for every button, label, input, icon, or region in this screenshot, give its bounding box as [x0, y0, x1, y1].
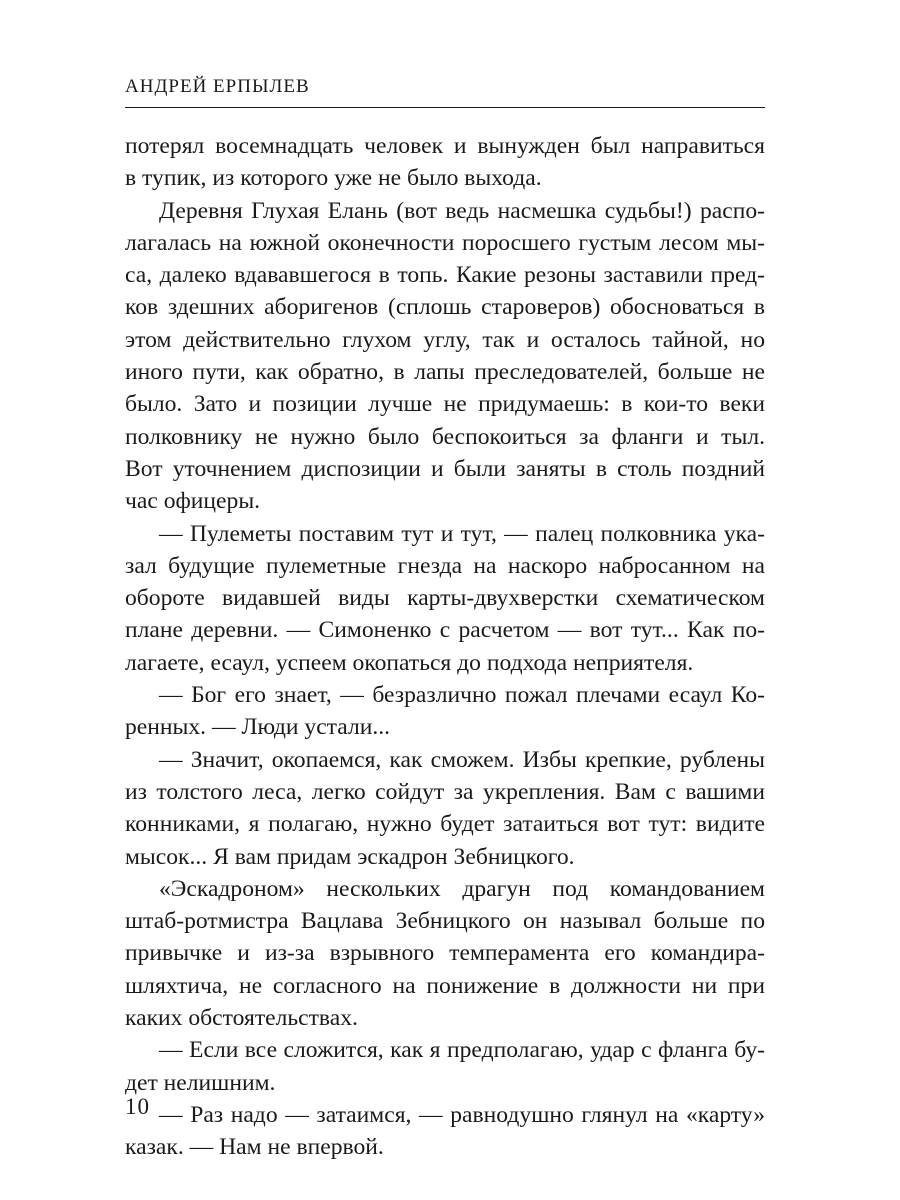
text-line: — Пулеметы поставим тут и тут, — палец полковника ука-	[159, 520, 765, 547]
text-line: каких обстоятельствах.	[125, 1005, 358, 1032]
text-line: мысок... Я вам придам эскадрон Зебницкого.	[125, 843, 575, 870]
text-line: было. Зато и позиции лучше не придумаешь: в кои-то веки	[125, 391, 765, 418]
text-line: — Бог его знает, — безразлично пожал плечами есаул Ко-	[159, 682, 765, 709]
page-number: 10	[125, 1094, 150, 1119]
text-line: час офицеры.	[125, 488, 261, 515]
text-line: шляхтича, не согласного на понижение в должности ни при	[125, 972, 765, 999]
text-line: са, далеко вдававшегося в топь. Какие резоны заставили пред-	[125, 262, 765, 289]
text-line: зал будущие пулеметные гнезда на наскоро набросанном на	[125, 552, 765, 579]
body-text	[125, 130, 765, 1164]
text-line: из толстого леса, легко сойдут за укрепления. Вам с вашими	[125, 778, 765, 805]
text-line: Деревня Глухая Елань (вот ведь насмешка судьбы!) распо-	[159, 197, 765, 224]
text-line: иного пути, как обратно, в лапы преследователей, больше не	[125, 359, 765, 386]
text-line: лагаете, есаул, успеем окопаться до подхода неприятеля.	[125, 649, 694, 676]
text-line: привычке и из-за взрывного темперамента его командира-	[125, 940, 765, 967]
text-line: Вот уточнением диспозиции и были заняты в столь поздний	[125, 455, 765, 482]
text-line: этом действительно глухом углу, так и осталось тайной, но	[125, 326, 765, 353]
text-line: — Если все сложится, как я предполагаю, удар с фланга бу-	[159, 1037, 765, 1064]
running-head-author: АНДРЕЙ ЕРПЫЛЕВ	[125, 76, 310, 97]
text-line: плане деревни. — Симоненко с расчетом — вот тут... Как по-	[125, 617, 765, 644]
text-line: казак. — Нам не впервой.	[125, 1134, 384, 1161]
text-line: ренных. — Люди устали...	[125, 714, 391, 741]
text-line: полковнику не нужно было беспокоиться за фланги и тыл.	[125, 423, 765, 450]
text-line: штаб-ротмистра Вацлава Зебницкого он называл больше по	[125, 908, 765, 935]
text-line: — Значит, окопаемся, как сможем. Избы крепкие, рублены	[159, 746, 765, 773]
text-line: в тупик, из которого уже не было выхода.	[125, 165, 542, 192]
text-line: «Эскадроном» нескольких драгун под командованием	[159, 875, 765, 902]
text-line: обороте видавшей виды карты-двухверстки схематическом	[125, 585, 765, 612]
text-line: — Раз надо — затаимся, — равнодушно глянул на «карту»	[159, 1101, 765, 1128]
text-line: потерял восемнадцать человек и вынужден был направиться	[125, 133, 765, 159]
text-line: лагалась на южной оконечности поросшего густым лесом мы-	[125, 229, 765, 256]
text-line: конниками, я полагаю, нужно будет затаиться вот тут: видите	[125, 811, 765, 838]
text-line: ков здешних аборигенов (сплошь староверов) обосноваться в	[125, 294, 765, 321]
header-rule	[125, 107, 765, 108]
text-line: дет нелишним.	[125, 1069, 276, 1096]
